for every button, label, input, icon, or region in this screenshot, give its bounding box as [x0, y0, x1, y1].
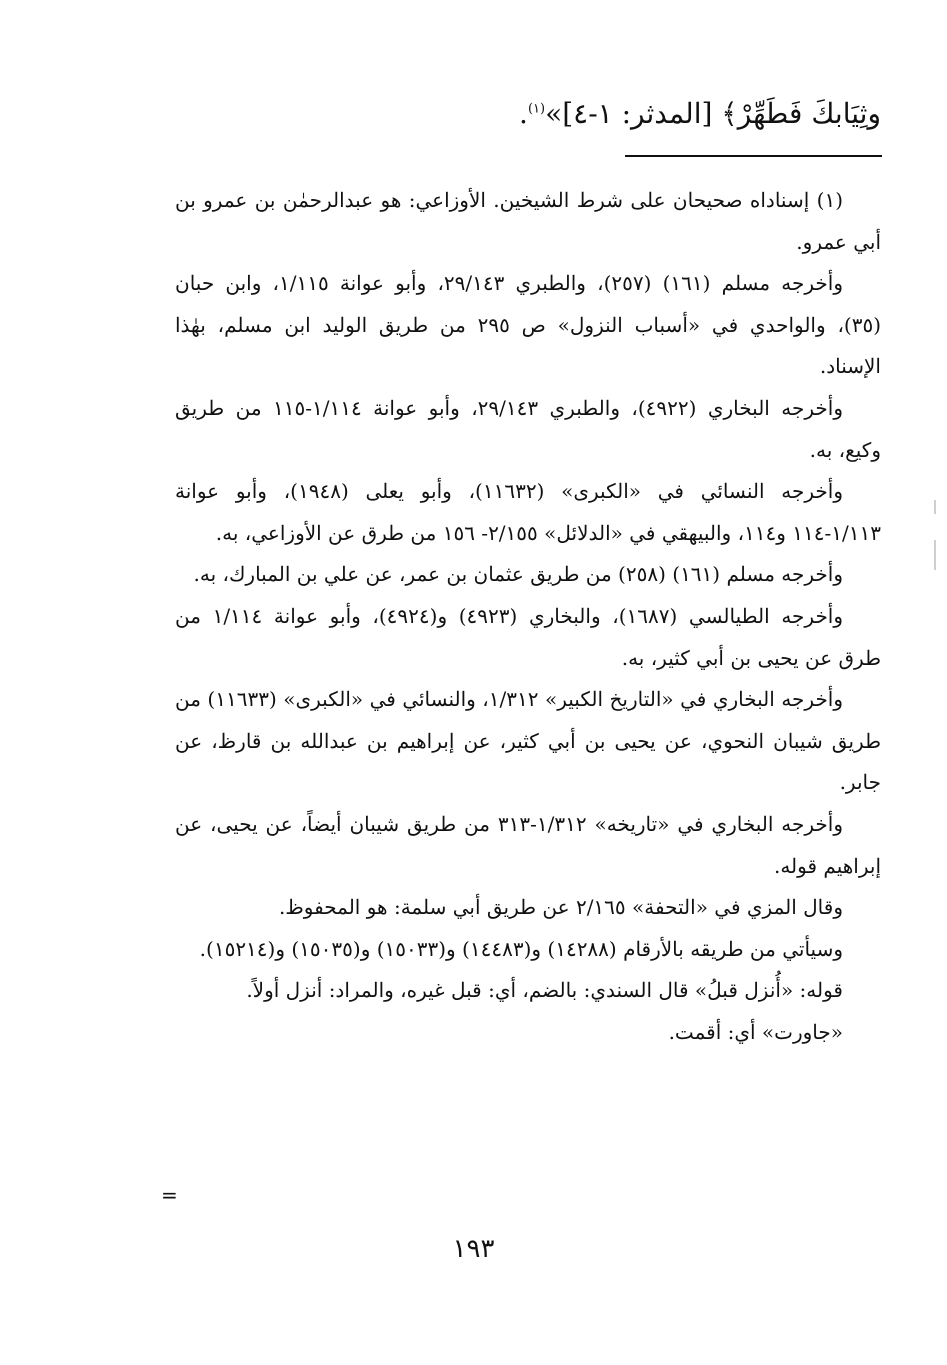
footnote-separator-rule	[625, 155, 882, 157]
footnote-paragraph: قوله: «أُنزل قبلُ» قال السندي: بالضم، أي: قبل غيره، والمراد: أنزل أولاً.	[246, 978, 843, 1003]
footnote-paragraph: وأخرجه البخاري (٤٩٢٢)، والطبري ٢٩/١٤٣، وأبو عوانة ١/١١٤-١١٥ من طريق وكيع، به.	[175, 395, 881, 462]
footnote-paragraph: وأخرجه البخاري في «التاريخ الكبير» ١/٣١٢، والنسائي في «الكبرى» (١١٦٣٣) من طريق شيبان النحوي، عن يحيى بن أبي كثير، عن إبراهيم بن عبدالله بن قارظ، عن جابر.	[175, 687, 881, 795]
footnote-paragraph: (١) إسناداه صحيحان على شرط الشيخين. الأوزاعي: هو عبدالرحمٰن بن عمرو بن أبي عمرو.	[175, 188, 881, 254]
verse-text: وثِيَابكَ فَطَهِّرْ﴾ [المدثر: ١-٤]»	[545, 97, 881, 130]
quran-verse-line	[61, 94, 881, 134]
footnote-paragraph: وأخرجه البخاري في «تاريخه» ١/٣١٢-٣١٣ من طريق شيبان أيضاً، عن يحيى، عن إبراهيم قوله.	[175, 811, 881, 878]
scan-edge-artifact	[934, 500, 936, 514]
scan-edge-artifact	[934, 540, 936, 570]
footnote-reference: (١)	[527, 101, 546, 117]
footnotes-block	[175, 180, 881, 1053]
footnote-paragraph: وأخرجه مسلم (١٦١) (٢٥٨) من طريق عثمان بن عمر، عن علي بن المبارك، به.	[193, 562, 843, 587]
footnote-paragraph: وقال المزي في «التحفة» ٢/١٦٥ عن طريق أبي سلمة: هو المحفوظ.	[278, 895, 843, 920]
footnote-paragraph: وسيأتي من طريقه بالأرقام (١٤٢٨٨) و(١٤٤٨٣) و(١٥٠٣٣) و(١٥٠٣٥) و(١٥٢١٤).	[199, 936, 843, 961]
continuation-mark: =	[161, 1183, 178, 1207]
page-number: ١٩٣	[452, 1234, 495, 1264]
footnote-paragraph: «جاورت» أي: أقمت.	[668, 1019, 843, 1044]
footnote-paragraph: وأخرجه الطيالسي (١٦٨٧)، والبخاري (٤٩٢٣) و(٤٩٢٤)، وأبو عوانة ١/١١٤ من طرق عن يحيى بن أبي كثير، به.	[175, 603, 881, 670]
footnote-paragraph: وأخرجه النسائي في «الكبرى» (١١٦٣٢)، وأبو يعلى (١٩٤٨)، وأبو عوانة ١/١١٣-١١٤ و١١٤، والبيهقي في «الدلائل» ٢/١٥٥- ١٥٦ من طرق عن الأوزاعي، به.	[175, 479, 881, 545]
verse-end-mark: .	[519, 97, 528, 130]
footnote-paragraph: وأخرجه مسلم (١٦١) (٢٥٧)، والطبري ٢٩/١٤٣، وأبو عوانة ١/١١٥، وابن حبان (٣٥)، والواحدي في «أسباب النزول» ص ٢٩٥ من طريق الوليد ابن مسلم، بهٰذا الإسناد.	[175, 271, 881, 379]
